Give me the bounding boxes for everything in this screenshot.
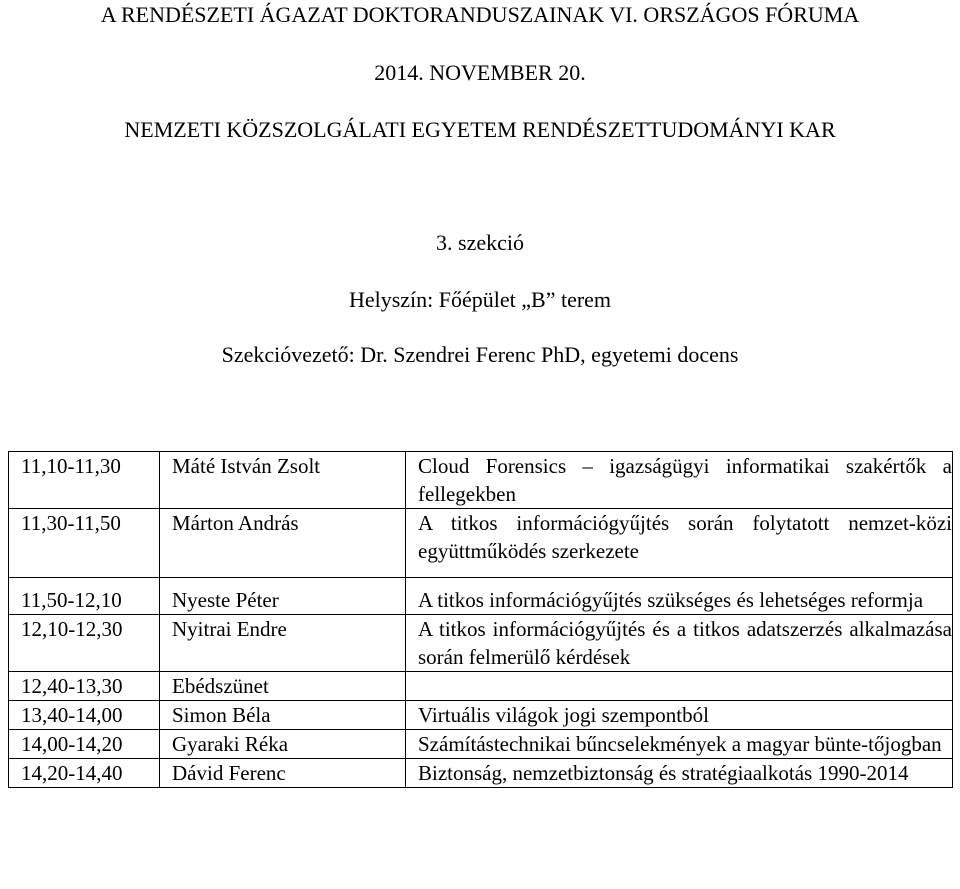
forum-title: A RENDÉSZETI ÁGAZAT DOKTORANDUSZAINAK VI. ORSZÁGOS FÓRUMA <box>100 2 860 27</box>
speaker-cell: Dávid Ferenc <box>160 759 406 788</box>
table-row <box>9 578 953 615</box>
speaker-cell: Márton András <box>160 509 406 578</box>
time-cell: 12,10-12,30 <box>9 615 160 672</box>
table-row <box>9 672 953 701</box>
venue: Helyszín: Főépület „B” terem <box>348 287 612 312</box>
talk-title-cell: A titkos információgyűjtés során folytatott nemzet-közi együttműködés szerkezete <box>406 509 953 578</box>
time-cell: 13,40-14,00 <box>9 701 160 730</box>
talk-title-cell: A titkos információgyűjtés és a titkos adatszerzés alkalmazása során felmerülő kérdések <box>406 615 953 672</box>
section-number: 3. szekció <box>436 230 524 255</box>
institution-name: NEMZETI KÖZSZOLGÁLATI EGYETEM RENDÉSZETTUDOMÁNYI KAR <box>124 117 836 142</box>
time-cell: 11,50-12,10 <box>9 578 160 615</box>
time-cell: 11,10-11,30 <box>9 452 160 509</box>
table-row <box>9 701 953 730</box>
talk-title-cell <box>406 672 953 701</box>
talk-title-cell: Biztonság, nemzetbiztonság és stratégiaalkotás 1990-2014 <box>406 759 953 788</box>
time-cell: 11,30-11,50 <box>9 509 160 578</box>
talk-title-cell: A titkos információgyűjtés szükséges és lehetséges reformja <box>406 578 953 615</box>
talk-title-cell: Számítástechnikai bűncselekmények a magyar bünte-tőjogban <box>406 730 953 759</box>
schedule-table <box>8 451 953 788</box>
speaker-cell: Nyitrai Endre <box>160 615 406 672</box>
table-row <box>9 730 953 759</box>
table-row <box>9 759 953 788</box>
speaker-cell: Gyaraki Réka <box>160 730 406 759</box>
table-row <box>9 509 953 578</box>
speaker-cell: Ebédszünet <box>160 672 406 701</box>
talk-title-cell: Virtuális világok jogi szempontból <box>406 701 953 730</box>
talk-title-cell: Cloud Forensics – igazságügyi informatikai szakértők a fellegekben <box>406 452 953 509</box>
table-row <box>9 452 953 509</box>
event-date: 2014. NOVEMBER 20. <box>374 60 586 85</box>
time-cell: 14,20-14,40 <box>9 759 160 788</box>
speaker-cell: Máté István Zsolt <box>160 452 406 509</box>
table-row <box>9 615 953 672</box>
time-cell: 12,40-13,30 <box>9 672 160 701</box>
speaker-cell: Simon Béla <box>160 701 406 730</box>
speaker-cell: Nyeste Péter <box>160 578 406 615</box>
section-chair: Szekcióvezető: Dr. Szendrei Ferenc PhD, egyetemi docens <box>221 342 739 367</box>
time-cell: 14,00-14,20 <box>9 730 160 759</box>
